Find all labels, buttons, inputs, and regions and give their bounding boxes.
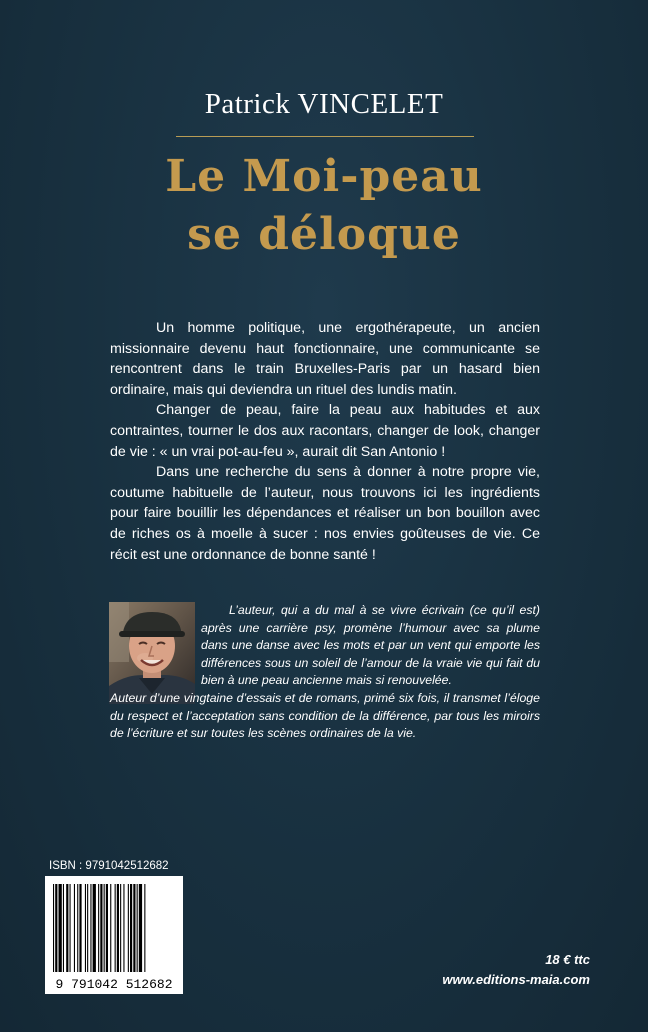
barcode-bars <box>53 884 145 972</box>
author-bio <box>110 602 540 743</box>
bio-paragraph-2: Auteur d’une vingtaine d’essais et de romans, primé six fois, il transmet l’éloge du respect et l’acceptation sans condition de la différence, par tous les miroirs de l’écriture et sur toutes les scènes ordinaires de la vie. <box>110 690 540 741</box>
barcode-graphic <box>45 876 183 994</box>
author-name: Patrick VINCELET <box>204 88 444 120</box>
title-line-2: se déloque <box>187 209 461 260</box>
summary-text <box>110 318 540 565</box>
title-line-1: Le Moi-peau <box>165 151 483 202</box>
bio-paragraph-1: L’auteur, qui a du mal à se vivre écrivain (ce qu’il est) après une carrière psy, promène l’humour avec sa plume dans une danse avec les mots et par un vent qui emporte les différences sous un soleil de l’amour de la vraie vie qui fait du bien à une peau ancienne mais si renouvelée. <box>201 603 540 688</box>
summary-paragraph-1: Un homme politique, une ergothérapeute, un ancien missionnaire devenu haut fonctionnaire, une communicante se rencontrent dans le train Bruxelles-Paris par un hasard bien ordinaire, mais qui deviendra un rituel des lundis matin. <box>110 320 540 398</box>
publisher-website[interactable]: www.editions-maia.com <box>442 972 590 987</box>
price: 18 € ttc <box>545 952 590 967</box>
gold-divider <box>176 136 474 137</box>
isbn-label: ISBN : 9791042512682 <box>49 860 169 872</box>
summary-paragraph-2: Changer de peau, faire la peau aux habitudes et aux contraintes, tourner le dos aux racontars, changer de look, changer de vie : « un vrai pot-au-feu », aurait dit San Antonio ! <box>110 402 540 460</box>
summary-paragraph-3: Dans une recherche du sens à donner à notre propre vie, coutume habituelle de l’auteur, nous trouvons ici les ingrédients pour faire bouillir les dépendances et réaliser un bon bouillon avec de riches os à moelle à sucer : nos envies goûteuses de vie. Ce récit est une ordonnance de bonne santé ! <box>110 464 540 563</box>
barcode-digits: 9 791042 512682 <box>55 977 173 992</box>
book-title <box>0 148 648 264</box>
barcode <box>45 876 183 994</box>
